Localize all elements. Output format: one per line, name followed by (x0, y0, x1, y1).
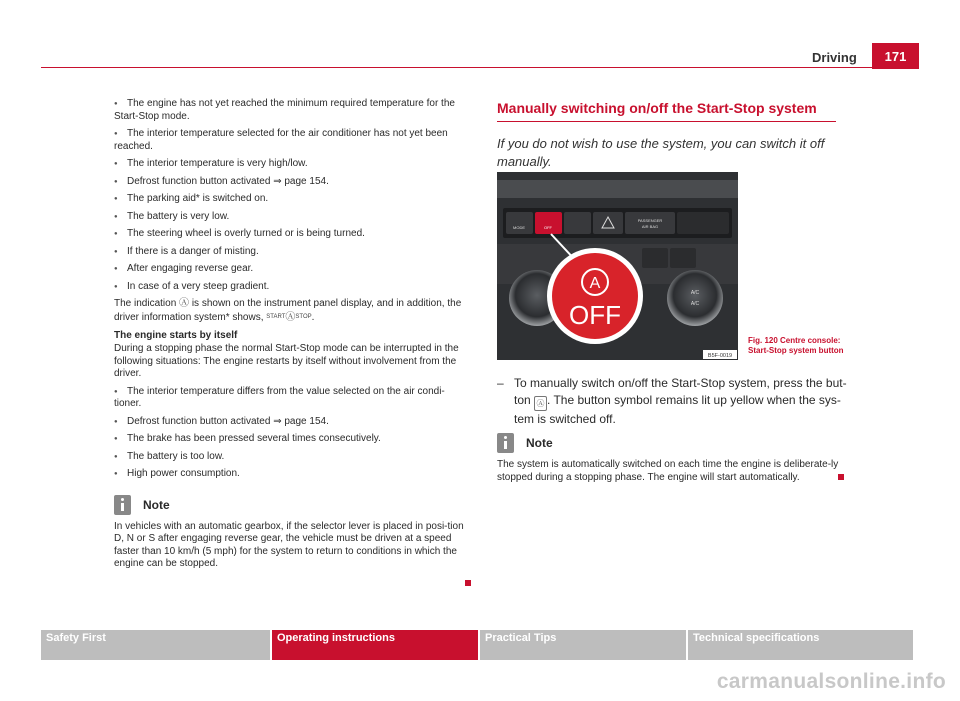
section-end-marker (838, 474, 844, 480)
list-item: ● The battery is too low. (114, 450, 225, 462)
tab-operating-instructions[interactable]: Operating instructions (272, 630, 478, 660)
ac-label-bottom: A/C (690, 301, 700, 307)
passenger-label: PASSENGER (637, 218, 663, 223)
airbag-label: AIR BAG (641, 224, 659, 229)
left-column (114, 98, 470, 571)
figure-centre-console (497, 172, 738, 360)
info-note-icon (497, 433, 514, 453)
bullet-list-bottom (114, 386, 470, 481)
callout-letter: A (589, 275, 601, 292)
indication-paragraph: The indication Ⓐ is shown on the instrument panel display, and in addition, the driver information system* shows, STARTⒶSTOP. (114, 298, 462, 323)
right-climate-knob[interactable] (667, 270, 723, 326)
bullet-dot-icon: ● (114, 266, 118, 272)
bullet-dot-icon: ● (114, 418, 118, 425)
recirculation-button[interactable] (642, 248, 668, 268)
watermark: carmanualsonline.info (716, 670, 946, 693)
list-item: ● Defrost function button activated ⇒ page 154. (114, 415, 329, 427)
list-item: ● After engaging reverse gear. (114, 263, 254, 274)
bullet-dot-icon: ● (114, 131, 118, 137)
info-note-icon (114, 495, 131, 515)
parking-aid-button[interactable] (564, 212, 591, 234)
bullet-dot-icon: ● (114, 453, 118, 460)
passenger-airbag-indicator (625, 212, 675, 234)
note-right: Note The system is automatically switched on each time the engine is deliberate-ly stopped during a stopping phase. The engine will start automatically. (497, 433, 851, 484)
start-stop-button-icon: Ⓐ (534, 396, 547, 411)
bullet-dot-icon: ● (114, 231, 118, 237)
start-stop-symbol-icon: Ⓐ (285, 311, 296, 323)
step-dash: – (497, 376, 504, 390)
engine-starts-text: During a stopping phase the normal Start-Stop mode can be interrupted in the following situations: The engine restarts by itself without involvement from the driver. (114, 343, 459, 380)
chapter-nav (41, 630, 913, 660)
start-stop-symbol-icon: Ⓐ (179, 298, 190, 309)
header-rule (41, 67, 919, 68)
list-item: ● The steering wheel is overly turned or is being turned. (114, 228, 365, 239)
mode-button[interactable] (506, 212, 533, 234)
list-item: ● The engine has not yet reached the minimum required temperature for the Start-Stop mode. (114, 98, 455, 122)
figure-caption: Fig. 120 Centre console: Start-Stop system button (748, 336, 844, 355)
hazard-button[interactable] (593, 212, 623, 234)
list-item: ● The interior temperature selected for the air conditioner has not yet been reached. (114, 128, 448, 152)
bullet-dot-icon: ● (114, 248, 118, 255)
instruction-step: – To manually switch on/off the Start-Stop system, press the but-ton Ⓐ . The button symbol remains lit up yellow when the sys-tem is switched off. (497, 376, 847, 426)
section-title: Manually switching on/off the Start-Stop system (497, 100, 836, 122)
bullet-dot-icon: ● (114, 161, 118, 167)
page-number: 171 (872, 43, 919, 69)
note-left: Note In vehicles with an automatic gearbox, if the selector lever is placed in posi-tion D, N or S after engaging reverse gear, the vehicle must be driven at a speed faster than 10 km/h (5 mph) for the system to return to conditions in which the engine can be stopped. (114, 495, 470, 571)
list-item: ● High power consumption. (114, 468, 240, 480)
ac-label-top: A/C (690, 290, 700, 296)
callout-off-label: OFF (569, 300, 621, 330)
bullet-dot-icon: ● (114, 213, 118, 220)
centre-console-illustration (497, 172, 738, 360)
bullet-dot-icon: ● (114, 388, 118, 395)
start-stop-button[interactable] (535, 212, 562, 234)
section-intro: If you do not wish to use the system, you can switch it off manually. (497, 136, 825, 169)
list-item: ● In case of a very steep gradient. (114, 280, 270, 292)
seat-heating-button[interactable] (670, 248, 696, 268)
bullet-list-top (114, 98, 470, 293)
section-end-marker (465, 580, 471, 586)
list-item: ● The parking aid* is switched on. (114, 193, 269, 204)
tab-practical-tips[interactable]: Practical Tips (480, 630, 686, 660)
note-left-text: In vehicles with an automatic gearbox, if the selector lever is placed in posi-tion D, N or S after engaging reverse gear, the vehicle must be driven at a speed faster than 10 km/h (5 mph) for the system to return to conditions in which the engine can be stopped. (114, 520, 464, 570)
bullet-dot-icon: ● (114, 101, 118, 107)
start-label: START (266, 313, 286, 320)
figure-code: B5F-0019 (707, 353, 733, 359)
list-item: ● The interior temperature is very high/low. (114, 158, 308, 169)
right-column (497, 100, 851, 171)
list-item: ● The brake has been pressed several times consecutively. (114, 433, 381, 445)
bullet-dot-icon: ● (114, 283, 118, 290)
mode-button-label: MODE (513, 225, 525, 230)
bullet-dot-icon: ● (114, 471, 118, 478)
bullet-dot-icon: ● (114, 196, 118, 202)
tab-safety-first[interactable]: Safety First (41, 630, 270, 660)
running-header-title: Driving (812, 50, 857, 65)
list-item: ● If there is a danger of misting. (114, 245, 259, 257)
engine-starts-heading: The engine starts by itself (114, 329, 238, 341)
note-right-text: The system is automatically switched on each time the engine is deliberate-ly stopped during a stopping phase. The engine will start automatically. (497, 459, 839, 483)
tab-technical-specifications[interactable]: Technical specifications (688, 630, 913, 660)
list-item: ● The interior temperature differs from the value selected on the air condi-tioner. (114, 385, 445, 410)
start-stop-button-label: OFF (544, 225, 552, 230)
list-item: ● The battery is very low. (114, 210, 230, 222)
stop-label: STOP (295, 313, 312, 320)
bullet-dot-icon: ● (114, 178, 118, 185)
bullet-dot-icon: ● (114, 436, 118, 443)
list-item: ● Defrost function button activated ⇒ page 154. (114, 175, 329, 187)
